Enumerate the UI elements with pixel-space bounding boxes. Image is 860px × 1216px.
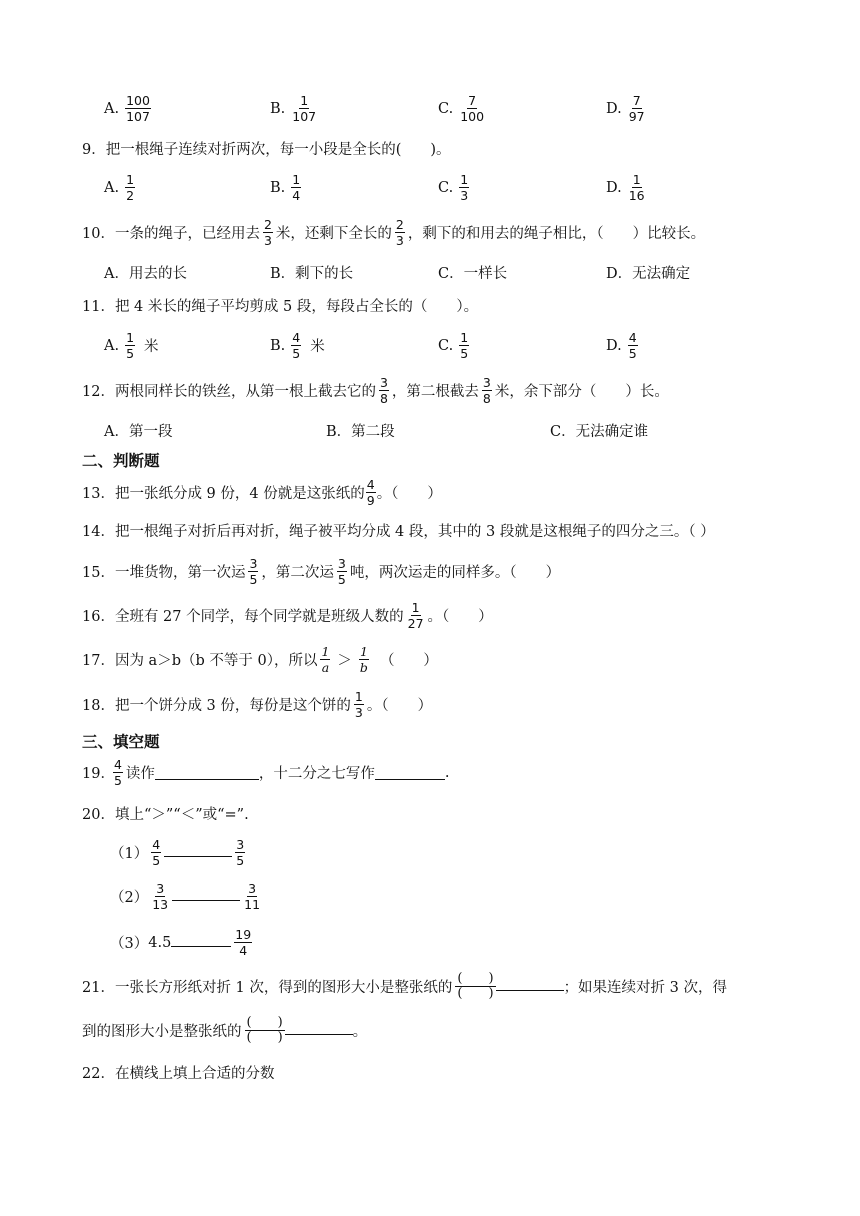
answer-blank[interactable]	[172, 886, 240, 901]
fraction: $\frac{1}{3}$	[460, 172, 469, 204]
unit-label: 米	[310, 339, 325, 356]
question-16-text-1: 16．全班有 27 个同学，每个同学就是班级人数的	[82, 609, 404, 626]
fraction: $\frac{3}{13}$	[152, 881, 169, 913]
option-letter: C.	[438, 100, 454, 117]
answer-blank[interactable]	[375, 765, 445, 780]
q12-option-c[interactable]: C．无法确定谁	[550, 424, 649, 440]
fraction: $\frac{3}{5}$	[249, 556, 258, 588]
fraction: $\frac{1}{a}$	[321, 644, 330, 676]
option-a[interactable]	[104, 331, 159, 360]
option-letter: D.	[606, 179, 622, 196]
item-label: （2）	[110, 890, 149, 907]
question-21-text-1: 21．一张长方形纸对折 1 次，得到的图形大小是整张纸的	[82, 980, 453, 997]
fraction: $\frac{19}{4}$	[235, 927, 252, 959]
q20-item-3	[110, 928, 255, 957]
option-d[interactable]	[606, 173, 649, 202]
option-letter: C.	[438, 179, 454, 196]
answer-blank[interactable]	[171, 932, 231, 947]
option-c[interactable]	[438, 94, 488, 123]
q10-option-a[interactable]: A．用去的长	[104, 266, 187, 282]
question-17-text-1: 17．因为 a＞b（b 不等于 0），所以	[82, 653, 318, 670]
question-13-text-1: 13．把一张纸分成 9 份，4 份就是这张纸的	[82, 486, 365, 503]
answer-blank[interactable]	[164, 842, 232, 857]
option-c[interactable]	[438, 331, 472, 360]
option-letter: B.	[270, 179, 286, 196]
fraction: $\frac{4}{9}$	[366, 477, 375, 509]
fraction: $\frac{3}{8}$	[482, 375, 491, 407]
question-17	[82, 645, 438, 674]
q12-option-b[interactable]: B．第二段	[326, 424, 395, 440]
item-label: （1）	[110, 846, 149, 863]
question-21-line-2	[82, 1016, 367, 1046]
fraction: $\frac{3}{5}$	[236, 837, 245, 869]
question-18	[82, 690, 432, 719]
option-letter: D.	[606, 100, 622, 117]
question-11-text: 11．把 4 米长的绳子平均剪成 5 段，每段占全长的（ ）。	[82, 299, 479, 315]
question-21-text-2: ；如果连续对折 3 次，得	[563, 980, 728, 997]
fraction: $\frac{7}{97}$	[628, 93, 645, 125]
option-b[interactable]	[270, 331, 325, 360]
greater-than-sign: ＞	[337, 653, 352, 670]
question-13-text-2: 。（ ）	[376, 486, 442, 503]
option-c[interactable]	[438, 173, 472, 202]
item-label: （3）	[110, 936, 149, 953]
fraction: $\frac{3}{5}$	[337, 556, 346, 588]
question-17-text-2: （ ）	[379, 653, 438, 670]
option-letter: A.	[104, 179, 120, 196]
fraction: $\frac{7}{100}$	[460, 93, 485, 125]
question-20-text: 20．填上“＞”“＜”或“=”.	[82, 807, 249, 823]
fraction: $\frac{2}{3}$	[395, 217, 404, 249]
question-21-line-1	[82, 972, 727, 1002]
question-22	[82, 1062, 274, 1083]
question-12-text-2: ，第二根截去	[391, 384, 479, 401]
question-14	[82, 520, 715, 541]
fraction: $\frac{1}{16}$	[628, 172, 645, 204]
fraction: $\frac{1}{5}$	[126, 330, 135, 362]
question-19	[82, 758, 450, 787]
fraction: $\frac{1}{5}$	[460, 330, 469, 362]
fraction: $\frac{1}{107}$	[292, 93, 317, 125]
option-letter: B.	[270, 100, 286, 117]
question-19-text-3: .	[444, 764, 450, 781]
fraction: $\frac{4}{5}$	[113, 757, 122, 789]
question-10-text-2: 米，还剩下全长的	[275, 226, 392, 243]
question-16	[82, 601, 493, 630]
question-10	[82, 218, 705, 247]
question-19-text-2: ，十二分之七写作	[258, 766, 375, 783]
fraction: $\frac{1}{4}$	[292, 172, 301, 204]
option-b[interactable]	[270, 94, 320, 123]
option-letter: D.	[606, 337, 622, 354]
q10-option-d[interactable]: D．无法确定	[606, 266, 691, 282]
answer-blank[interactable]	[155, 765, 259, 780]
option-a[interactable]	[104, 94, 154, 123]
fraction: $\frac{4}{5}$	[628, 330, 637, 362]
question-14-text: 14．把一根绳子对折后再对折，绳子被平均分成 4 段，其中的 3 段就是这根绳子的四分之三。（ ）	[82, 524, 715, 540]
fraction: $\frac{4}{5}$	[292, 330, 301, 362]
section-title-fill: 三、填空题	[82, 733, 160, 751]
option-letter: C.	[438, 337, 454, 354]
fraction: $\frac{1}{3}$	[354, 689, 363, 721]
fraction: $\frac{3}{11}$	[244, 881, 261, 913]
fraction: $\frac{1}{b}$	[359, 644, 368, 676]
question-12-text-1: 12．两根同样长的铁丝，从第一根上截去它的	[82, 384, 376, 401]
question-15-text-2: ，第二次运	[261, 565, 334, 582]
option-letter: B.	[270, 337, 286, 354]
question-19-number: 19．	[82, 766, 115, 783]
question-16-text-2: 。（ ）	[427, 609, 493, 626]
option-d[interactable]	[606, 331, 641, 360]
question-15-text-3: 吨，两次运走的同样多。（ ）	[349, 565, 561, 582]
bracket-fraction[interactable]: ( ) ( )	[246, 1015, 283, 1046]
q12-option-a[interactable]: A．第一段	[104, 424, 173, 440]
question-13	[82, 478, 442, 507]
question-19-text-1: 读作	[125, 766, 155, 783]
fraction: $\frac{2}{3}$	[263, 217, 272, 249]
option-letter: A.	[104, 337, 120, 354]
bracket-fraction[interactable]: ( ) ( )	[457, 971, 494, 1002]
fraction: $\frac{1}{27}$	[407, 600, 424, 632]
q10-option-c[interactable]: C．一样长	[438, 266, 508, 282]
question-21-text-4: 。	[352, 1024, 368, 1041]
unit-label: 米	[144, 339, 159, 356]
question-11	[82, 295, 478, 316]
question-21-text-3: 到的图形大小是整张纸的	[82, 1024, 242, 1041]
question-15-text-1: 15．一堆货物，第一次运	[82, 565, 246, 582]
question-12-text-3: 米，余下部分（ ）长。	[494, 384, 669, 401]
option-a[interactable]	[104, 173, 138, 202]
q20-item-2	[110, 882, 264, 911]
question-12	[82, 376, 669, 405]
question-18-text-1: 18．把一个饼分成 3 份，每份是这个饼的	[82, 698, 351, 715]
q10-option-b[interactable]: B．剩下的长	[270, 266, 354, 282]
answer-blank[interactable]	[285, 1020, 353, 1035]
fraction: $\frac{1}{2}$	[126, 172, 135, 204]
answer-blank[interactable]	[496, 976, 564, 991]
question-10-text-3: ，剩下的和用去的绳子相比，（ ）比较长。	[407, 226, 706, 243]
option-b[interactable]	[270, 173, 304, 202]
question-9-text: 9．把一根绳子连续对折两次，每一小段是全长的( )。	[82, 142, 451, 158]
fraction: $\frac{3}{8}$	[379, 375, 388, 407]
question-9	[82, 138, 451, 159]
question-22-text: 22．在横线上填上合适的分数	[82, 1066, 275, 1082]
q20-item-1	[110, 838, 248, 867]
fraction: $\frac{4}{5}$	[152, 837, 161, 869]
option-d[interactable]	[606, 94, 649, 123]
decimal-value: 4.5	[148, 934, 172, 951]
question-10-text-1: 10．一条的绳子，已经用去	[82, 226, 260, 243]
fraction: $\frac{100}{107}$	[126, 93, 150, 125]
section-title-judgment: 二、判断题	[82, 452, 160, 470]
option-letter: A.	[104, 100, 120, 117]
question-18-text-2: 。（ ）	[366, 698, 433, 715]
question-20	[82, 803, 249, 824]
question-15	[82, 557, 560, 586]
